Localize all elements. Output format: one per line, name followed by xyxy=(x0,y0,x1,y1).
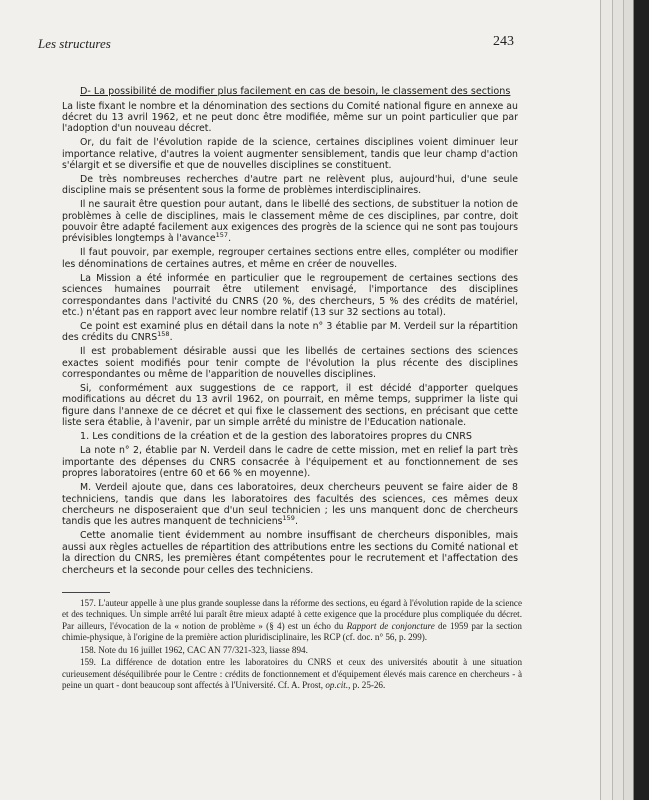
footnote-title: Rapport de conjoncture xyxy=(346,620,435,631)
paragraph: M. Verdeil ajoute que, dans ces laboratoires, deux chercheurs peuvent se faire aider de 8 techniciens, tandis que dans les laboratoires des facultés des sciences, ces mêmes deux chercheurs ne disposeraient que d'un seul technicien ; les uns manquent donc de chercheurs tandis que les autres manquent de techniciens$^{159}$. xyxy=(62,482,518,528)
paragraph: Il faut pouvoir, par exemple, regrouper certaines sections entre elles, compléter ou modifier les dénominations de certaines autres, et même en créer de nouvelles. xyxy=(62,247,518,270)
footnote-ref[interactable]: 158 xyxy=(157,330,170,339)
paragraph: Or, du fait de l'évolution rapide de la science, certaines disciplines voient diminuer leur importance relative, d'autres la voient augmenter sensiblement, tandis que leur champ d'action s'élargit et se diversifie et que de nouvelles disciplines se constituent. xyxy=(62,137,518,172)
footnote-separator xyxy=(62,592,110,593)
footnote-158: 158. Note du 16 juillet 1962, CAC AN 77/321-323, liasse 894. xyxy=(80,644,308,655)
footnotes xyxy=(62,598,522,693)
footnote-citation: op.cit., xyxy=(325,680,351,691)
running-header: Les structures xyxy=(38,36,111,51)
paragraph: De très nombreuses recherches d'autre part ne relèvent plus, aujourd'hui, d'une seule discipline mais se présentent sous la forme de problèmes interdisciplinaires. xyxy=(62,173,518,197)
subsection-title: 1. Les conditions de la création et de la gestion des laboratoires propres du CNRS xyxy=(80,430,473,442)
footnote-text: 159. La différence de dotation entre les laboratoires du CNRS et ceux des universités aboutit à une situation curieusement déséquilibrée pour le Centre : crédits de fonctionnement et d'équipement élevés mais carence en chercheurs - à peine un quart - dont beaucoup sont affectés à l'Université. Cf. A. Prost, xyxy=(62,657,522,691)
footnote-text: p. 25-26. xyxy=(352,680,386,691)
paragraph-text: M. Verdeil ajoute que, dans ces laboratoires, deux chercheurs peuvent se faire aider de 8 techniciens, tandis que dans les laboratoires des facultés des sciences, ces mêmes deux chercheurs ne disposeraient que d'un seul technicien ; les uns manquent donc de chercheurs tandis que les autres manquent de techniciens xyxy=(62,482,518,528)
scan-background xyxy=(633,0,649,800)
footnote-159 xyxy=(62,657,522,691)
paragraph: Il ne saurait être question pour autant, dans le libellé des sections, de substituer la notion de problèmes à celle de disciplines, mais le classement même de ces disciplines, par contre, doit pouvoir être adapté facilement aux exigences des progrès de la science qui ne sont pas toujours prévisibles longtemps à l'avance$^{157}$. xyxy=(62,199,518,245)
paragraph: La liste fixant le nombre et la dénomination des sections du Comité national figure en annexe au décret du 13 avril 1962, et ne peut donc être modifiée, même sur un point particulier que par l'adoption d'un nouveau décret. xyxy=(62,100,518,135)
section-title: D- La possibilité de modifier plus facilement en cas de besoin, le classement des sections xyxy=(80,86,511,97)
paragraph: Cette anomalie tient évidemment au nombre insuffisant de chercheurs disponibles, mais aussi aux règles actuelles de répartition des attributions entre les sections du Comité national et la direction du CNRS, les premières étant compétentes pour le recrutement et l'affectation des chercheurs et la seconde pour celles des techniciens. xyxy=(62,530,518,576)
paragraph: La Mission a été informée en particulier que le regroupement de certaines sections des sciences humaines pourrait être utilement envisagé, l'importance des disciplines correspondantes dans l'activité du CNRS (20 %, des chercheurs, 5 % des crédits de matériel, etc.) n'étant pas en rapport avec leur nombre relatif (13 sur 32 sections au total). xyxy=(62,272,518,318)
paragraph: Si, conformément aux suggestions de ce rapport, il est décidé d'apporter quelques modifications au décret du 13 avril 1962, on pourrait, en même temps, supprimer la liste qui figure dans l'annexe de ce décret et qui fixe le classement des sections, en précisant que cette liste sera établie, à l'avenir, par un simple arrêté du ministre de l'Education nationale. xyxy=(62,382,518,429)
footnote-text: de 1959 par la section chimie-physique, à l'origine de la première action pluridisciplinaire, les RCP (cf. doc. n° 56, p. 299). xyxy=(62,620,522,642)
paragraph-text: Il ne saurait être question pour autant, dans le libellé des sections, de substituer la notion de problèmes à celle de disciplines, mais le classement même de ces disciplines, par contre, doit pouvoir être adapté facilement aux exigences des progrès de la science qui ne sont pas toujours prévisibles longtemps à l'avance xyxy=(62,199,518,245)
main-text xyxy=(62,86,518,578)
paragraph-text: Ce point est examiné plus en détail dans la note n° 3 établie par M. Verdeil sur la répartition des crédits du CNRS xyxy=(62,320,518,344)
paragraph: Il est probablement désirable aussi que les libellés de certaines sections des sciences exactes soient modifiés pour tenir compte de l'évolution la plus récente des disciplines correspondantes ou même de l'apparition de nouvelles disciplines. xyxy=(62,346,518,380)
footnote-157 xyxy=(62,598,522,643)
paragraph: Ce point est examiné plus en détail dans la note n° 3 établie par M. Verdeil sur la répartition des crédits du CNRS$^{158}$. xyxy=(62,320,518,344)
page-number: 243 xyxy=(493,34,514,49)
footnote-ref[interactable]: 157 xyxy=(215,231,229,240)
footnote-text: 157. L'auteur appelle à une plus grande souplesse dans la réforme des sections, eu égard à l'évolution rapide de la science et des techniques. Un simple arrêté lui paraît être mieux adapté à cette exigence que la procédure plus compliquée du décret. Par ailleurs, l'évocation de la « notion de problème » (§ 4) est un écho du xyxy=(62,598,522,631)
paragraph: La note n° 2, établie par N. Verdeil dans le cadre de cette mission, met en relief la part très importante des dépenses du CNRS consacrée à l'équipement et au fonctionnement de ses propres laboratoires (entre 60 et 66 % en moyenne). xyxy=(62,445,518,480)
footnote-ref[interactable]: 159 xyxy=(282,514,295,523)
